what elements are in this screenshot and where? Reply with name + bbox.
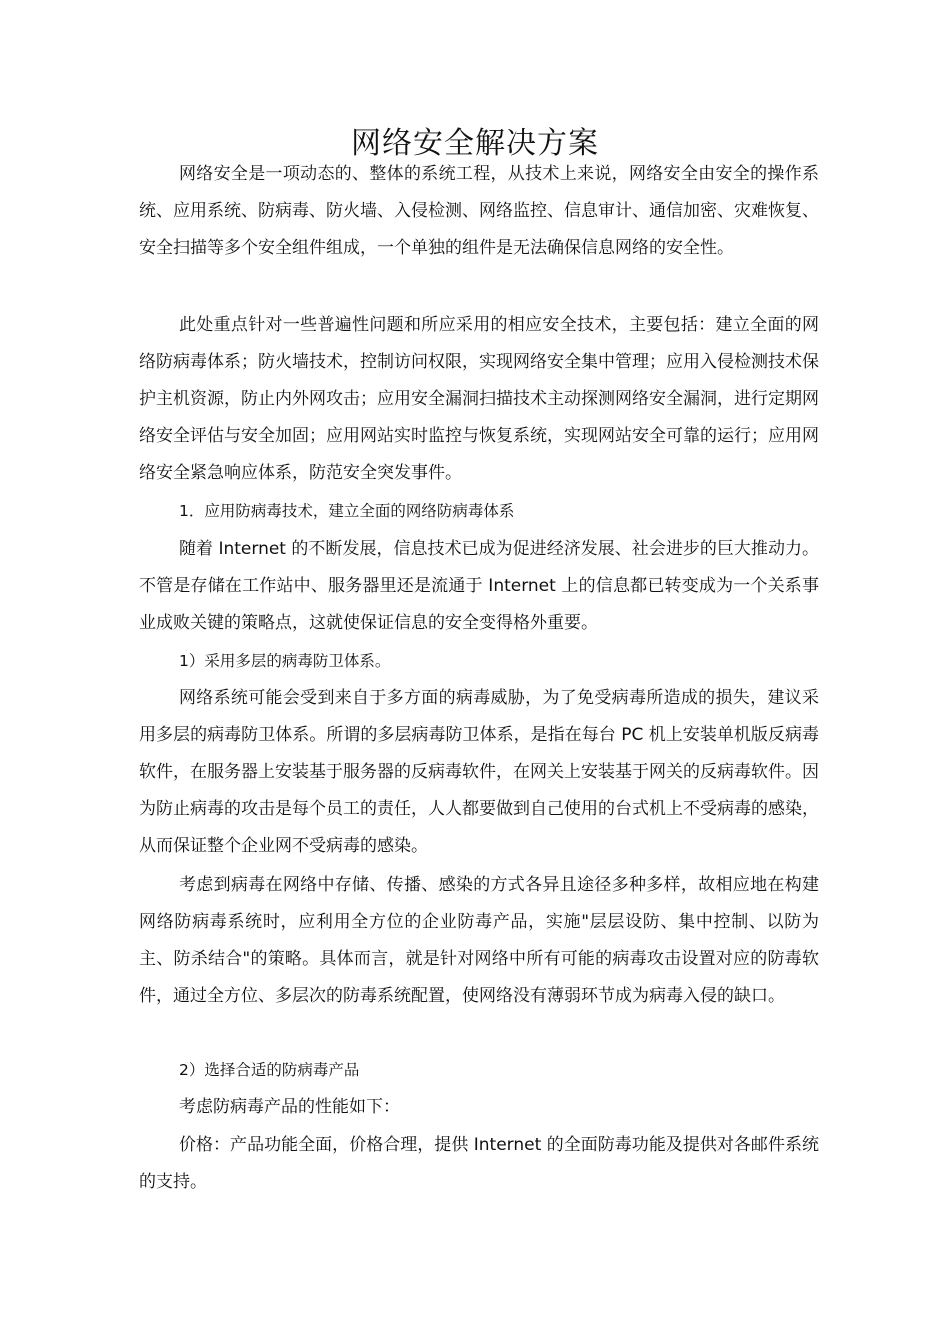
internet-paragraph: 随着 Internet 的不断发展，信息技术已成为促进经济发展、社会进步的巨大推动力。不管是存储在工作站中、服务器里还是流通于 Internet 上的信息都已转变成为一个关系事业成败关键的策略点，这就使保证信息的安全变得格外重要。	[139, 539, 819, 633]
document-title: 网络安全解决方案	[351, 126, 599, 162]
subsection-heading-product: 2）选择合适的防病毒产品	[179, 1061, 360, 1079]
multilayer-paragraph: 网络系统可能会受到来自于多方面的病毒威胁，为了免受病毒所造成的损失，建议采用多层的病毒防卫体系。所谓的多层病毒防卫体系，是指在每台 PC 机上安装单机版反病毒软件，在服务器上安装基于服务器的反病毒软件，在网关上安装基于网关的反病毒软件。因为防止病毒的攻击是每个员工的责任，人人都要做到自己使用的台式机上不受病毒的感染，从而保证整个企业网不受病毒的感染。	[139, 688, 819, 856]
section-heading-antivirus: 1．应用防病毒技术，建立全面的网络防病毒体系	[179, 502, 515, 520]
price-paragraph: 价格：产品功能全面，价格合理，提供 Internet 的全面防毒功能及提供对各邮件系统的支持。	[139, 1135, 819, 1192]
performance-paragraph: 考虑防病毒产品的性能如下：	[179, 1097, 400, 1117]
intro-paragraph: 网络安全是一项动态的、整体的系统工程，从技术上来说，网络安全由安全的操作系统、应用系统、防病毒、防火墙、入侵检测、网络监控、信息审计、通信加密、灾难恢复、安全扫描等多个安全组件组成，一个单独的组件是无法确保信息网络的安全性。	[139, 164, 819, 258]
strategy-paragraph: 考虑到病毒在网络中存储、传播、感染的方式各异且途径多种多样，故相应地在构建网络防病毒系统时，应利用全方位的企业防毒产品，实施"层层设防、集中控制、以防为主、防杀结合"的策略。具体而言，就是针对网络中所有可能的病毒攻击设置对应的防毒软件，通过全方位、多层次的防毒系统配置，使网络没有薄弱环节成为病毒入侵的缺口。	[139, 875, 819, 1006]
subsection-heading-multilayer: 1）采用多层的病毒防卫体系。	[179, 652, 391, 670]
focus-paragraph: 此处重点针对一些普遍性问题和所应采用的相应安全技术，主要包括：建立全面的网络防病毒体系；防火墙技术，控制访问权限，实现网络安全集中管理；应用入侵检测技术保护主机资源，防止内外网攻击；应用安全漏洞扫描技术主动探测网络安全漏洞，进行定期网络安全评估与安全加固；应用网站实时监控与恢复系统，实现网站安全可靠的运行；应用网络安全紧急响应体系，防范安全突发事件。	[139, 315, 819, 483]
